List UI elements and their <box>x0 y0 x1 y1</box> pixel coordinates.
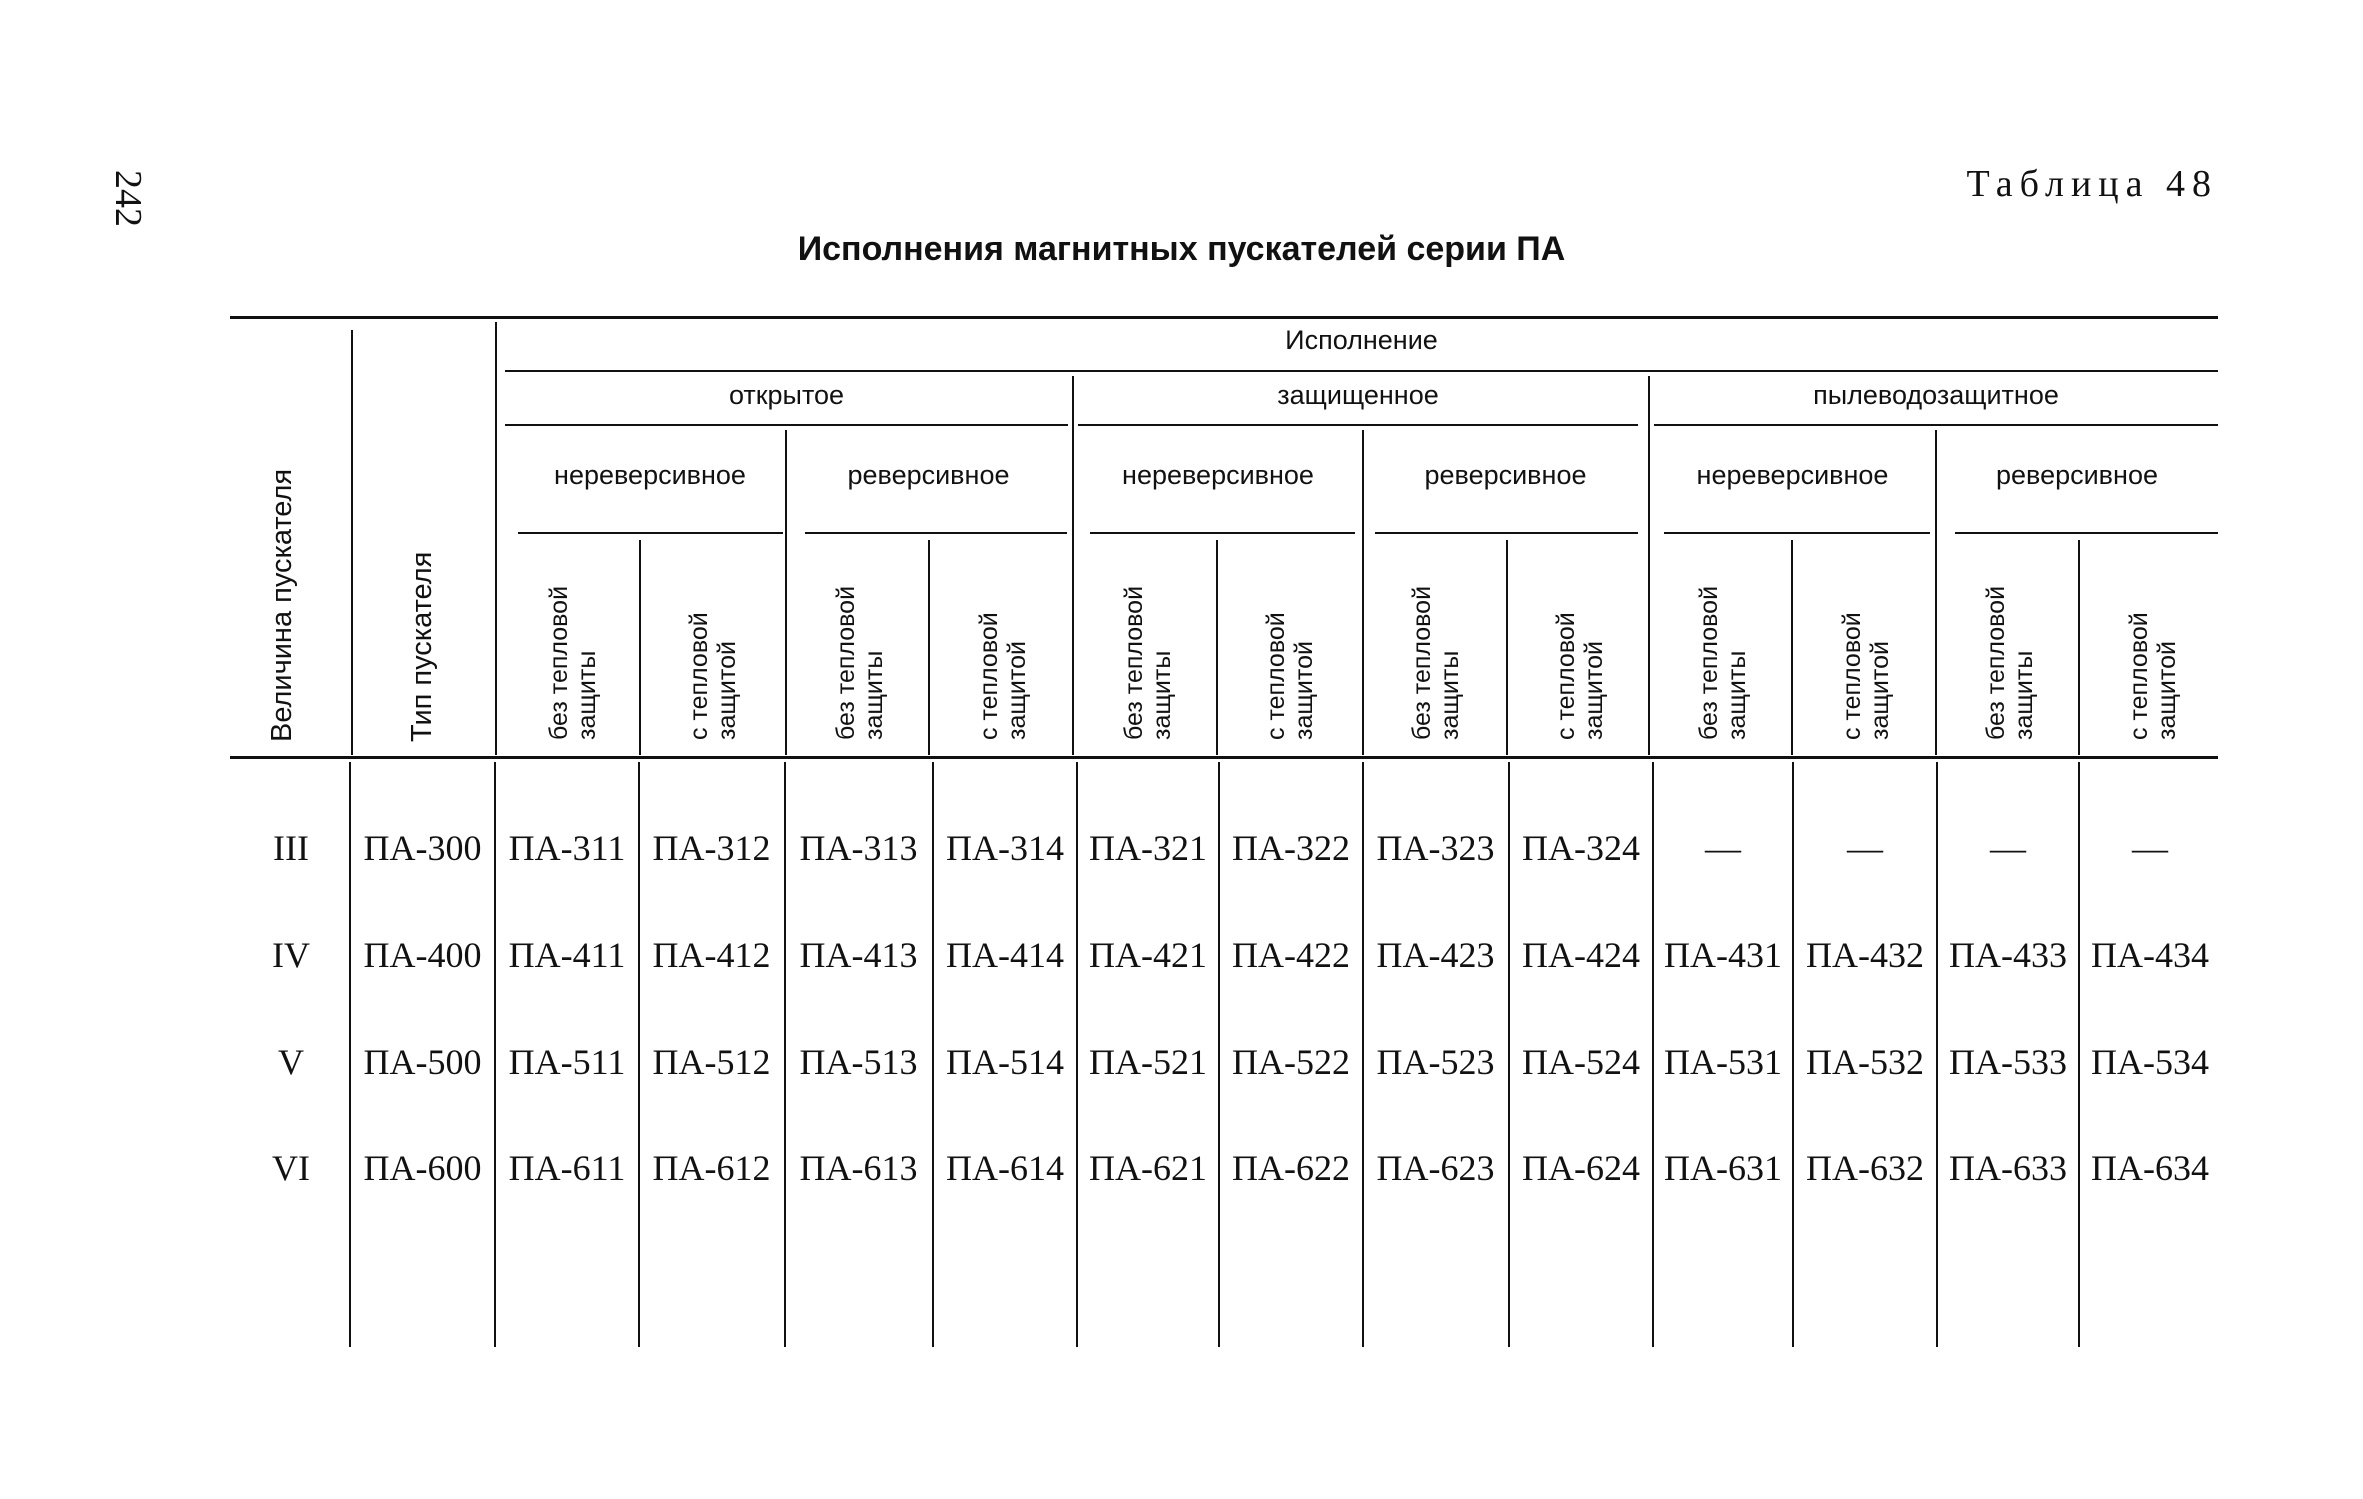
header-bottom-rule <box>230 756 2218 759</box>
table-cell: ПА-421 <box>1089 935 1207 975</box>
table-cell: ПА-431 <box>1664 935 1782 975</box>
table-cell: ПА-511 <box>508 1042 626 1082</box>
header-line: с тепловой <box>975 612 1003 740</box>
table-cell: ПА-432 <box>1806 935 1924 975</box>
table-cell: ПА-413 <box>799 935 918 975</box>
table-cell: ПА-324 <box>1522 828 1640 868</box>
header-line: без тепловой <box>1982 585 2010 740</box>
sub-rule-2 <box>805 532 1067 534</box>
table-cell: ПА-522 <box>1232 1042 1350 1082</box>
header-without-protection <box>1982 586 2038 740</box>
table-cell: ПА-633 <box>1949 1148 2067 1188</box>
header-line: с тепловой <box>1838 612 1866 740</box>
table-cell: ПА-411 <box>508 935 626 975</box>
table-cell: ПА-534 <box>2091 1042 2209 1082</box>
header-line: защиты <box>1148 650 1176 740</box>
header-vline <box>351 330 353 755</box>
table-cell: ПА-433 <box>1949 935 2067 975</box>
header-with-protection <box>685 612 741 740</box>
header-line: без тепловой <box>832 585 860 740</box>
header-line: защитой <box>1580 641 1608 740</box>
table-cell: ПА-613 <box>799 1148 918 1188</box>
header-with-protection <box>1838 612 1894 740</box>
page-number: 242 <box>107 170 149 227</box>
header-without-protection <box>1695 586 1751 740</box>
table-top-rule <box>230 316 2218 319</box>
header-vline <box>1072 376 1074 755</box>
row-size-cell: IV <box>272 935 310 975</box>
table-cell: ПА-634 <box>2091 1148 2209 1188</box>
sub-rule-6 <box>1955 532 2218 534</box>
header-line: защиты <box>860 650 888 740</box>
sub-rule-3 <box>1090 532 1355 534</box>
row-type-cell: ПА-300 <box>363 828 482 868</box>
header-open: открытое <box>728 380 845 410</box>
table-cell: ПА-521 <box>1089 1042 1207 1082</box>
row-size-cell: III <box>273 828 309 868</box>
table-title: Исполнения магнитных пускателей серии ПА <box>797 230 1566 268</box>
group-rule-open <box>505 424 1068 426</box>
header-nonreversing: нереверсивное <box>1122 460 1314 490</box>
table-cell: ПА-424 <box>1522 935 1640 975</box>
table-cell: ПА-312 <box>652 828 771 868</box>
group-rule-dustproof <box>1654 424 2218 426</box>
header-dustproof: пылеводозащитное <box>1813 380 2059 410</box>
header-size: Величина пускателя <box>266 468 298 742</box>
header-line: без тепловой <box>545 585 573 740</box>
header-line: защиты <box>1436 650 1464 740</box>
header-line: защитой <box>2153 641 2181 740</box>
header-line: защитой <box>1866 641 1894 740</box>
row-type-cell: ПА-600 <box>363 1148 482 1188</box>
header-line: с тепловой <box>1552 612 1580 740</box>
header-line: без тепловой <box>1695 585 1723 740</box>
header-type: Тип пускателя <box>406 551 438 742</box>
header-with-protection <box>1262 612 1318 740</box>
table-cell: ПА-322 <box>1232 828 1350 868</box>
table-cell: ПА-323 <box>1376 828 1495 868</box>
table-cell: ПА-532 <box>1806 1042 1924 1082</box>
row-size-cell: V <box>278 1042 304 1082</box>
table-cell: ПА-422 <box>1232 935 1350 975</box>
execution-rule <box>505 370 2218 372</box>
header-with-protection <box>2125 612 2181 740</box>
sub-rule-5 <box>1664 532 1930 534</box>
header-line: защитой <box>1290 641 1318 740</box>
table-cell: ПА-321 <box>1089 828 1207 868</box>
table-cell: ПА-311 <box>508 828 626 868</box>
header-protected: защищенное <box>1277 380 1439 410</box>
sub-rule-1 <box>518 532 783 534</box>
table-cell: ПА-524 <box>1522 1042 1640 1082</box>
table-cell: ПА-622 <box>1232 1148 1350 1188</box>
header-without-protection <box>1120 586 1176 740</box>
table-label: Таблица 48 <box>1966 163 2218 205</box>
header-with-protection <box>1552 612 1608 740</box>
header-without-protection <box>832 586 888 740</box>
header-vline <box>1216 540 1218 755</box>
table-cell: ПА-621 <box>1089 1148 1207 1188</box>
table-cell: — <box>2132 828 2168 868</box>
row-size-cell: VI <box>272 1148 310 1188</box>
group-rule-protected <box>1078 424 1638 426</box>
header-line: защитой <box>1003 641 1031 740</box>
header-line: защитой <box>713 641 741 740</box>
header-without-protection <box>545 586 601 740</box>
sub-rule-4 <box>1375 532 1638 534</box>
table-cell: ПА-514 <box>946 1042 1064 1082</box>
header-line: без тепловой <box>1408 585 1436 740</box>
header-nonreversing: нереверсивное <box>554 460 746 490</box>
header-reversing: реверсивное <box>1424 460 1587 490</box>
table-cell: ПА-314 <box>946 828 1064 868</box>
header-vline <box>639 540 641 755</box>
table-cell: ПА-412 <box>652 935 771 975</box>
header-line: с тепловой <box>685 612 713 740</box>
table-cell: ПА-614 <box>946 1148 1064 1188</box>
table-cell: ПА-623 <box>1376 1148 1495 1188</box>
header-vline <box>2078 540 2080 755</box>
table-cell: ПА-423 <box>1376 935 1495 975</box>
header-vline <box>1648 376 1650 755</box>
table-cell: ПА-631 <box>1664 1148 1782 1188</box>
table-cell: ПА-531 <box>1664 1042 1782 1082</box>
header-vline <box>495 322 497 755</box>
header-line: с тепловой <box>1262 612 1290 740</box>
header-execution: Исполнение <box>1285 325 1438 355</box>
table-cell: ПА-434 <box>2091 935 2209 975</box>
header-line: защиты <box>1723 650 1751 740</box>
row-type-cell: ПА-400 <box>363 935 482 975</box>
table-cell: ПА-533 <box>1949 1042 2067 1082</box>
header-line: с тепловой <box>2125 612 2153 740</box>
header-line: защиты <box>2010 650 2038 740</box>
header-vline <box>1506 540 1508 755</box>
table-cell: ПА-611 <box>508 1148 626 1188</box>
table-cell: ПА-414 <box>946 935 1064 975</box>
header-reversing: реверсивное <box>847 460 1010 490</box>
table-cell: — <box>1847 828 1883 868</box>
header-line: защиты <box>573 650 601 740</box>
table-cell: ПА-523 <box>1376 1042 1495 1082</box>
header-vline <box>1791 540 1793 755</box>
table-cell: — <box>1705 828 1741 868</box>
header-with-protection <box>975 612 1031 740</box>
header-reversing: реверсивное <box>1996 460 2158 490</box>
table-cell: ПА-624 <box>1522 1148 1640 1188</box>
table-cell: ПА-632 <box>1806 1148 1924 1188</box>
header-without-protection <box>1408 586 1464 740</box>
header-nonreversing: нереверсивное <box>1696 460 1889 490</box>
row-type-cell: ПА-500 <box>363 1042 482 1082</box>
header-vline <box>928 540 930 755</box>
table-cell: ПА-512 <box>652 1042 771 1082</box>
table-cell: ПА-313 <box>799 828 918 868</box>
header-line: без тепловой <box>1120 585 1148 740</box>
table-cell: ПА-513 <box>799 1042 918 1082</box>
table-cell: — <box>1990 828 2026 868</box>
table-cell: ПА-612 <box>652 1148 771 1188</box>
